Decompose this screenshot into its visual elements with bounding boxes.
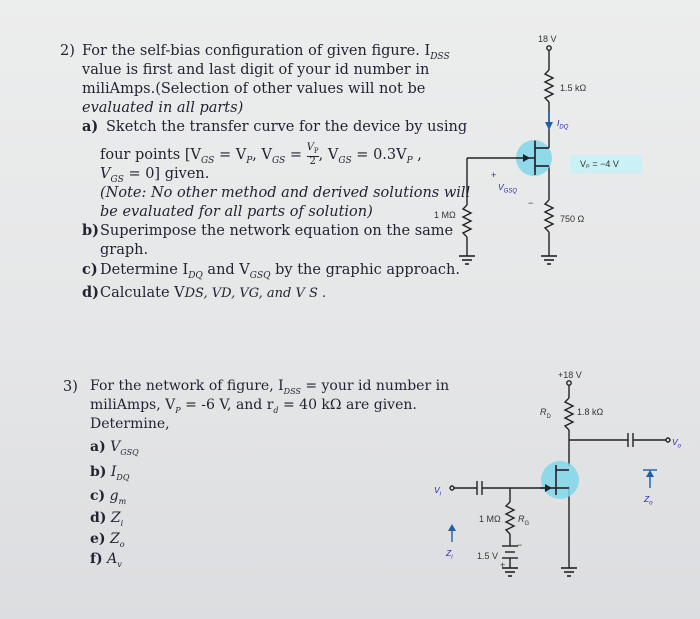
q2-a-vgs-zero: $V_{GS} = 0$] given. <box>100 166 210 185</box>
q3-item: a) $V_{GSQ}$ <box>90 439 139 457</box>
c2-bat-label: 1.5 V <box>477 551 499 561</box>
c2-vi-label: $V_i$ <box>434 485 442 498</box>
c2-rg-name: $R_G$ <box>518 514 530 527</box>
c1-rd-label: 1.5 kΩ <box>560 83 587 93</box>
q2-line-1: For the self-bias configuration of given figure. $I_{DSS}$ <box>82 43 450 62</box>
q2-d-label: d) <box>82 284 99 301</box>
q2-b-text-2: graph. <box>100 242 149 258</box>
q2-line-3: miliAmps.(Selection of other values will not be <box>82 81 426 97</box>
c2-zi-arrow <box>448 524 456 531</box>
c2-rd-value: 1.8 kΩ <box>577 407 604 417</box>
q3-line-2: miliAmps, $V_P = -6$ V, and $r_d = 40$ kΩ are given. <box>90 397 417 415</box>
c2-ground-right <box>561 568 577 576</box>
c1-rg-label: 1 MΩ <box>434 210 456 220</box>
c2-rd-name: $R_D$ <box>540 407 551 420</box>
c1-rd-resistor <box>545 70 553 102</box>
q3-item: e) $Z_o$ <box>90 531 125 549</box>
q2-a-points: four points [$V_{GS} = V_P$, $V_{GS}$ = $\frac{V_P}{2}$ , $V_{GS} = 0.3V_P$ , <box>100 142 422 167</box>
q2-c-label: c) <box>82 261 98 278</box>
q2-note-1: (Note: No other method and derived solutions will <box>100 185 471 201</box>
q3-number: 3) <box>63 379 78 395</box>
c2-zi-label: $Z_i$ <box>446 548 453 561</box>
c1-plus: + <box>491 170 497 180</box>
q2-a-label: a) <box>82 118 99 135</box>
c2-zo-arrow <box>646 470 654 477</box>
c1-vgsq-label: $V_{GSQ}$ <box>498 182 518 195</box>
c2-rg-resistor <box>506 502 514 534</box>
q2-line-4: evaluated in all parts) <box>82 100 244 116</box>
c2-bat-plus: + <box>500 560 506 570</box>
c1-minus: − <box>528 198 534 208</box>
c2-zo-label: $Z_o$ <box>644 494 653 507</box>
q3-item: d) $Z_i$ <box>90 510 124 528</box>
q2-line-2: value is first and last digit of your id number in <box>82 62 430 78</box>
q3-line-3: Determine, <box>90 416 170 432</box>
q2-note-2: be evaluated for all parts of solution) <box>100 204 373 220</box>
q3-item: f) $A_v$ <box>90 551 122 569</box>
c1-rg-resistor <box>463 205 471 237</box>
c2-supply-label: +18 V <box>558 370 582 380</box>
q3-line-1: For the network of figure, $I_{DSS}$ = your id number in <box>90 378 450 396</box>
q2-c-text: Determine $I_{DQ}$ and $V_{GSQ}$ by the graphic approach. <box>100 262 460 281</box>
q2-b-label: b) <box>82 222 99 239</box>
c2-vo-label: $V_o$ <box>672 437 682 450</box>
c1-ground-left <box>459 256 475 264</box>
c1-ground-right <box>541 256 557 264</box>
c1-vp-label: Vₚ = −4 V <box>580 159 619 169</box>
q2-b-text: Superimpose the network equation on the same <box>100 223 454 239</box>
q2-d-text: Calculate VDS, VD, VG, and V S . <box>100 285 327 301</box>
q3-item: c) $g_m$ <box>90 488 127 506</box>
c1-rs-resistor <box>545 200 553 232</box>
c2-bat-minus: − <box>517 540 523 550</box>
c2-rd-resistor <box>565 398 573 430</box>
c1-supply-label: 18 V <box>538 34 557 44</box>
c2-rg-value: 1 MΩ <box>479 514 501 524</box>
q3-item: b) $I_{DQ}$ <box>90 464 130 482</box>
q2-a-text: Sketch the transfer curve for the device by using <box>106 119 468 135</box>
c1-idq-label: $I_{DQ}$ <box>557 118 569 131</box>
c2-jfet-body <box>541 461 579 499</box>
c1-rs-label: 750 Ω <box>560 214 585 224</box>
q2-number: 2) <box>60 43 75 59</box>
c1-current-arrow <box>545 122 553 130</box>
